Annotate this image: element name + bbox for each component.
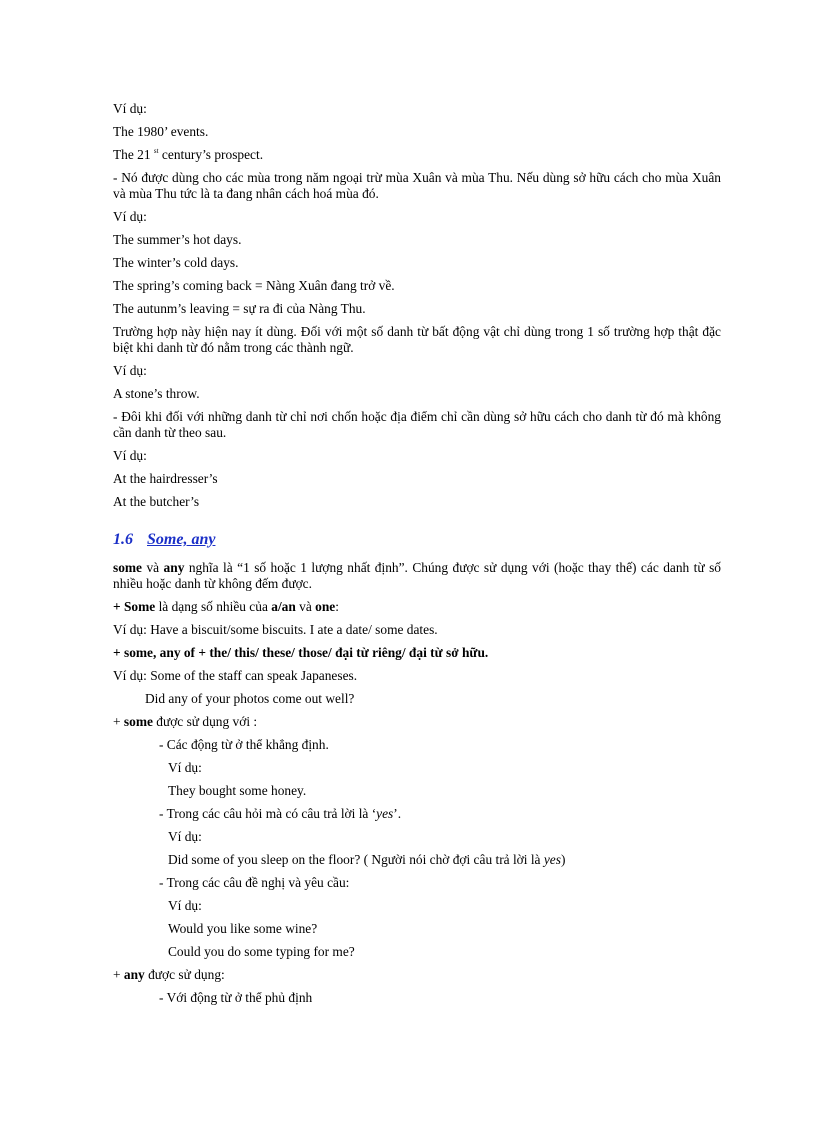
example-sentence: Did some of you sleep on the floor? ( Người nói chờ đợi câu trả lời là yes) — [168, 852, 566, 867]
example-label: Ví dụ: — [113, 209, 147, 224]
rule-line: + some, any of + the/ this/ these/ those/ đại từ riêng/ đại từ sở hữu. — [113, 645, 489, 660]
superscript: st — [153, 147, 159, 155]
example-sentence: At the hairdresser’s — [113, 471, 218, 486]
list-item: - Trong các câu hỏi mà có câu trả lời là ‘yes’. — [159, 806, 402, 821]
list-item: - Trong các câu đề nghị và yêu cầu: — [159, 875, 350, 890]
example-sentence: Ví dụ: Have a biscuit/some biscuits. I ate a date/ some dates. — [113, 622, 438, 637]
rule-line: + some được sử dụng với : — [113, 714, 258, 729]
paragraph: Trường hợp này hiện nay ít dùng. Đối với một số danh từ bất động vật chỉ dùng trong 1 số trường hợp thật đặc biệt khi danh từ đó nằm trong các thành ngữ. — [113, 324, 721, 355]
example-label: Ví dụ: — [113, 101, 147, 116]
example-sentence: The summer’s hot days. — [113, 232, 242, 247]
paragraph: some và any nghĩa là “1 số hoặc 1 lượng nhất định”. Chúng được sử dụng với (hoặc thay thế) các danh từ số nhiều hoặc danh từ không đếm được. — [113, 560, 721, 591]
example-sentence: The autunm’s leaving = sự ra đi của Nàng Thu. — [113, 301, 366, 316]
example-sentence: The 1980’ events. — [113, 124, 209, 139]
list-item: - Với động từ ở thể phủ định — [159, 990, 313, 1005]
section-title-link[interactable]: Some, any — [147, 531, 216, 548]
paragraph: - Nó được dùng cho các mùa trong năm ngoại trừ mùa Xuân và mùa Thu. Nếu dùng sở hữu cách cho mùa Xuân và mùa Thu tức là ta đang nhân cách hoá mùa đó. — [113, 170, 721, 201]
rule-line: + any được sử dụng: — [113, 967, 225, 982]
example-label: Ví dụ: — [168, 898, 202, 913]
example-sentence: The winter’s cold days. — [113, 255, 239, 270]
example-sentence: The 21 $^{st}$ century’s prospect. — [113, 147, 264, 162]
list-item: - Các động từ ở thể khẳng định. — [159, 737, 329, 752]
example-label: Ví dụ: — [113, 363, 147, 378]
section-heading — [113, 531, 721, 549]
example-sentence: A stone’s throw. — [113, 386, 200, 401]
example-label: Ví dụ: — [168, 760, 202, 775]
rule-line: + Some là dạng số nhiều của a/an và one: — [113, 599, 339, 614]
example-sentence: Ví dụ: Some of the staff can speak Japaneses. — [113, 668, 358, 683]
example-sentence: They bought some honey. — [168, 783, 307, 798]
section-number: 1.6 — [113, 531, 133, 548]
example-label: Ví dụ: — [168, 829, 202, 844]
example-sentence: At the butcher’s — [113, 494, 200, 509]
example-label: Ví dụ: — [113, 448, 147, 463]
document-page — [113, 101, 721, 1013]
paragraph: - Đôi khi đối với những danh từ chỉ nơi chốn hoặc địa điểm chỉ cần dùng sở hữu cách cho danh từ đó mà không cần danh từ theo sau. — [113, 409, 721, 440]
example-sentence: Did any of your photos come out well? — [145, 691, 355, 706]
example-sentence: Would you like some wine? — [168, 921, 318, 936]
example-sentence: Could you do some typing for me? — [168, 944, 355, 959]
example-sentence: The spring’s coming back = Nàng Xuân đang trở về. — [113, 278, 395, 293]
